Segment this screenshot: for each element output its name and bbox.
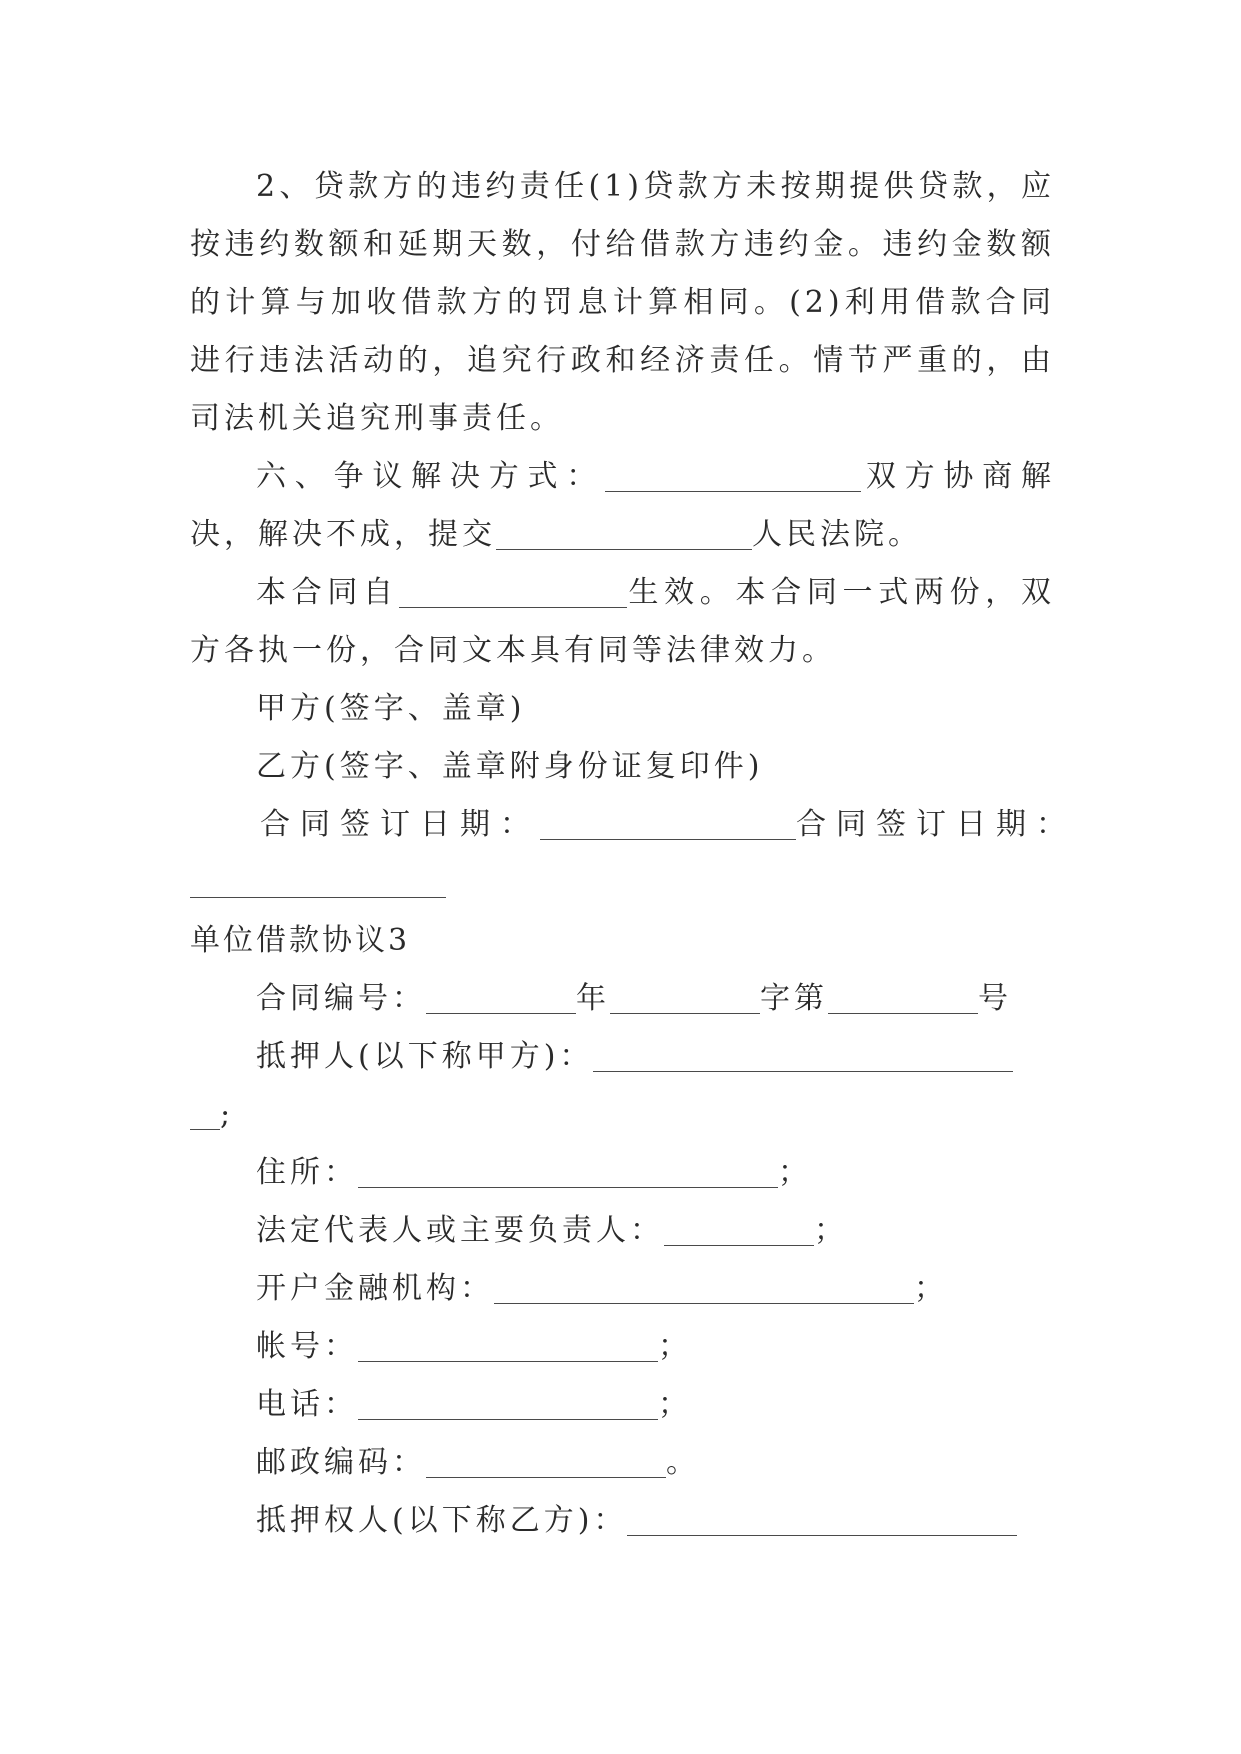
postcode-period: 。	[666, 1445, 700, 1480]
contract-char-blank[interactable]	[610, 983, 760, 1014]
effective-prefix: 本合同自	[256, 575, 399, 610]
mortgagor-semicolon: ;	[220, 1097, 235, 1132]
effective-suffix: 生效。本合同一式两份，双方各执一份，合同文本具有同等法律效力。	[190, 575, 1055, 668]
account-label: 帐号：	[256, 1329, 358, 1364]
contract-year-label: 年	[576, 981, 610, 1016]
contract-number-label: 合同编号：	[256, 981, 426, 1016]
dispute-line2-suffix: 人民法院。	[752, 517, 922, 552]
mortgagee-line	[190, 1492, 1055, 1550]
mortgagor-label: 抵押人(以下称甲方)：	[256, 1039, 594, 1074]
mortgagee-label: 抵押权人(以下称乙方)：	[256, 1503, 628, 1538]
legal-rep-label: 法定代表人或主要负责人：	[256, 1213, 664, 1248]
mortgagor-line-continued	[190, 1086, 1055, 1144]
party-b-signature: 乙方(签字、盖章附身份证复印件)	[256, 749, 764, 784]
address-semicolon: ；	[778, 1155, 812, 1190]
mortgagor-blank[interactable]	[593, 1041, 1013, 1072]
dispute-line2-prefix: 解决不成，提交	[258, 517, 496, 552]
signing-date-blank-2[interactable]	[190, 867, 446, 898]
postcode-label: 邮政编码：	[256, 1445, 426, 1480]
dispute-middle: 双方协商解决，	[190, 459, 1056, 552]
contract-char-label: 字第	[760, 981, 828, 1016]
postcode-blank[interactable]	[426, 1447, 666, 1478]
bank-semicolon: ；	[914, 1271, 948, 1306]
mortgagee-blank[interactable]	[627, 1505, 1017, 1536]
effective-clause	[190, 564, 1055, 680]
phone-semicolon: ；	[658, 1387, 692, 1422]
postcode-line	[190, 1434, 1055, 1492]
document-page	[190, 158, 1076, 1550]
address-line	[190, 1144, 1055, 1202]
address-label: 住所：	[256, 1155, 358, 1190]
legal-rep-blank[interactable]	[664, 1215, 814, 1246]
signing-date-line	[190, 796, 1076, 854]
mortgagor-blank-continued[interactable]	[190, 1099, 220, 1130]
signing-date-label-1: 合同签订日期：	[260, 807, 540, 842]
effective-date-blank[interactable]	[399, 577, 627, 608]
section-title: 单位借款协议3	[190, 923, 411, 958]
court-blank[interactable]	[496, 519, 752, 550]
clause-2-paragraph: 2、贷款方的违约责任(1)贷款方未按期提供贷款，应按违约数额和延期天数，付给借款方违约金。违约金数额的计算与加收借款方的罚息计算相同。(2)利用借款合同进行违法活动的，追究行政和经济责任。情节严重的，由司法机关追究刑事责任。	[190, 169, 1055, 436]
phone-line	[190, 1376, 1055, 1434]
account-line	[190, 1318, 1055, 1376]
dispute-method-blank[interactable]	[605, 461, 861, 492]
signing-date-line-2	[190, 854, 1055, 912]
legal-rep-line	[190, 1202, 1055, 1260]
bank-label: 开户金融机构：	[256, 1271, 494, 1306]
contract-number-blank[interactable]	[828, 983, 978, 1014]
bank-blank[interactable]	[494, 1273, 914, 1304]
account-semicolon: ；	[658, 1329, 692, 1364]
signing-date-label-2: 合同签订日期：	[796, 807, 1076, 842]
contract-number-suffix: 号	[978, 981, 1012, 1016]
contract-year-blank[interactable]	[426, 983, 576, 1014]
phone-label: 电话：	[256, 1387, 358, 1422]
signing-date-blank-1[interactable]	[540, 809, 796, 840]
address-blank[interactable]	[358, 1157, 778, 1188]
phone-blank[interactable]	[358, 1389, 658, 1420]
mortgagor-line	[190, 1028, 1055, 1086]
dispute-prefix: 六、争议解决方式：	[256, 459, 606, 494]
contract-number-line	[190, 970, 1055, 1028]
dispute-resolution-clause	[190, 448, 1055, 564]
legal-rep-semicolon: ；	[814, 1213, 848, 1248]
bank-line	[190, 1260, 1055, 1318]
account-blank[interactable]	[358, 1331, 658, 1362]
party-a-signature: 甲方(签字、盖章)	[256, 691, 526, 726]
